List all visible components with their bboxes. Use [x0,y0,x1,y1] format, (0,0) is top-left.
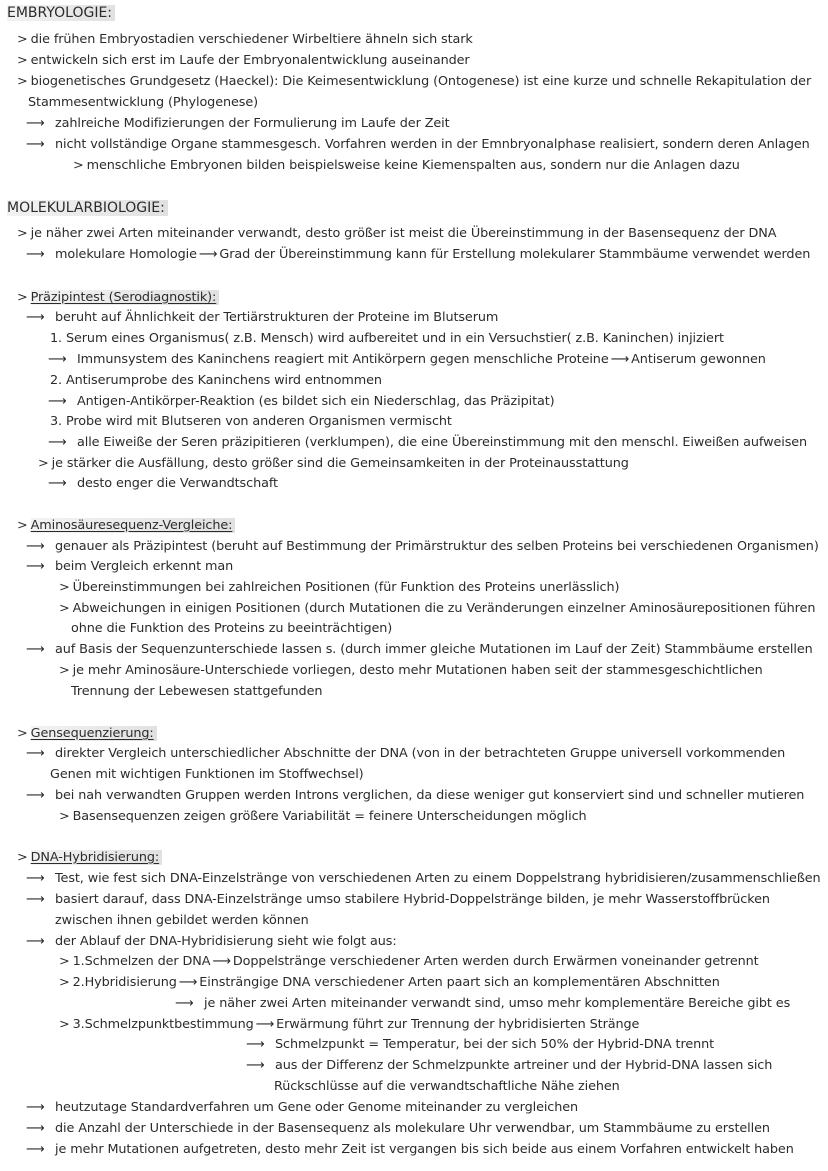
arrow-icon: ⟶ [198,247,218,262]
bullet-line: > Abweichungen in einigen Positionen (durch Mutationen die zu Veränderungen einzelner Aminosäurepositionen führen [59,601,816,616]
arrow-line: ⟶ beruht auf Ähnlichkeit der Tertiärstrukturen der Proteine im Blutserum [26,310,499,325]
arrow-icon: ⟶ [175,996,194,1011]
arrow-line: ⟶ direkter Vergleich unterschiedlicher Abschnitte der DNA (von in der betrachteten Gruppe universell vorkommenden [26,746,786,761]
arrow-icon: ⟶ [48,435,67,450]
bullet-marker: > [59,975,70,990]
arrow-icon: ⟶ [26,1121,45,1136]
arrow-icon: ⟶ [26,247,45,262]
arrow-line: ⟶ Test, wie fest sich DNA-Einzelstränge von verschiedenen Arten zu einem Doppelstrang hybridisieren/zusammenschließen [26,871,821,886]
bullet-line: > Basensequenzen zeigen größere Variabilität = feinere Unterscheidungen möglich [59,809,587,824]
arrow-line: ⟶ je näher zwei Arten miteinander verwandt sind, umso mehr komplementäre Bereiche gibt es [175,996,791,1011]
arrow-icon: ⟶ [26,539,45,554]
arrow-line: ⟶ der Ablauf der DNA-Hybridisierung sieht wie folgt aus: [26,934,397,949]
arrow-icon: ⟶ [26,892,45,907]
arrow-icon: ⟶ [48,476,67,491]
step-line: 2. Antiserumprobe des Kaninchens wird entnommen [50,373,382,388]
bullet-marker: > [17,53,28,68]
arrow-icon: ⟶ [26,137,45,152]
bullet-marker: > [17,726,28,741]
step-line: 1. Serum eines Organismus( z.B. Mensch) wird aufbereitet und in ein Versuchstier( z.B. Kaninchen) injiziert [50,331,724,346]
continuation-line: Stammesentwicklung (Phylogenese) [28,95,258,110]
subsection-title-gensequenzierung: > Gensequenzierung: [17,725,157,742]
bullet-marker: > [17,850,28,865]
arrow-line: ⟶ alle Eiweiße der Seren präzipitieren (verklumpen), die eine Übereinstimmung mit den menschl. Eiweißen aufweisen [48,435,808,450]
arrow-line: ⟶ Schmelzpunkt = Temperatur, bei der sich 50% der Hybrid-DNA trennt [246,1037,715,1052]
arrow-icon: ⟶ [26,746,45,761]
arrow-line: ⟶ nicht vollständige Organe stammesgesch. Vorfahren werden in der Emnbryonalphase realisiert, sondern deren Anlagen [26,137,810,152]
arrow-icon: ⟶ [48,394,67,409]
arrow-line: ⟶ bei nah verwandten Gruppen werden Introns verglichen, da diese weniger gut konserviert sind und schneller mutieren [26,788,805,803]
step-line: 3. Probe wird mit Blutseren von anderen Organismen vermischt [50,414,452,429]
arrow-icon: ⟶ [26,1142,45,1157]
arrow-line: ⟶ je mehr Mutationen aufgetreten, desto mehr Zeit ist vergangen bis sich beide aus einem Vorfahren entwickelt haben [26,1142,794,1157]
bullet-marker: > [59,663,70,678]
arrow-icon: ⟶ [26,116,45,131]
bullet-line: > Übereinstimmungen bei zahlreichen Positionen (für Funktion des Proteins unerlässlich) [59,580,620,595]
arrow-icon: ⟶ [26,934,45,949]
arrow-icon: ⟶ [26,1100,45,1115]
continuation-line: ohne die Funktion des Proteins zu beeinträchtigen) [71,621,393,636]
bullet-line: > je mehr Aminosäure-Unterschiede vorliegen, desto mehr Mutationen haben seit der stammesgeschichtlichen [59,663,763,678]
step-line: > 1.Schmelzen der DNA ⟶ Doppelstränge verschiedener Arten werden durch Erwärmen voneinander getrennt [59,954,759,969]
arrow-icon: ⟶ [246,1037,265,1052]
bullet-line: > menschliche Embryonen bilden beispielsweise keine Kiemenspalten aus, sondern nur die Anlagen dazu [73,158,740,173]
arrow-icon: ⟶ [178,975,198,990]
continuation-line: zwischen ihnen gebildet werden können [55,913,309,928]
continuation-line: Trennung der Lebewesen stattgefunden [71,684,323,699]
arrow-icon: ⟶ [26,642,45,657]
arrow-line: ⟶ die Anzahl der Unterschiede in der Basensequenz als molekulare Uhr verwendbar, um Stammbäume zu erstellen [26,1121,770,1136]
step-line: > 3.Schmelzpunktbestimmung ⟶ Erwärmung führt zur Trennung der hybridisierten Stränge [59,1017,640,1032]
bullet-marker: > [73,158,84,173]
bullet-marker: > [59,580,70,595]
arrow-icon: ⟶ [26,310,45,325]
arrow-icon: ⟶ [255,1017,275,1032]
section-title-molekularbiologie: MOLEKULARBIOLOGIE: [7,200,168,217]
arrow-line: ⟶ aus der Differenz der Schmelzpunkte artreiner und der Hybrid-DNA lassen sich [246,1058,773,1073]
arrow-icon: ⟶ [26,788,45,803]
arrow-line: ⟶ molekulare Homologie ⟶ Grad der Übereinstimmung kann für Erstellung molekularer Stammbäume verwendet werden [26,247,811,262]
bullet-marker: > [17,32,28,47]
bullet-marker: > [59,1017,70,1032]
arrow-line: ⟶ basiert darauf, dass DNA-Einzelstränge umso stabilere Hybrid-Doppelstränge bilden, je mehr Wasserstoffbrücken [26,892,770,907]
subsection-title-praezipintest: > Präzipintest (Serodiagnostik): [17,289,219,306]
arrow-icon: ⟶ [26,871,45,886]
bullet-marker: > [59,809,70,824]
bullet-line: > je stärker die Ausfällung, desto größer sind die Gemeinsamkeiten in der Proteinausstattung [38,456,629,471]
arrow-line: ⟶ Antigen-Antikörper-Reaktion (es bildet sich ein Niederschlag, das Präzipitat) [48,394,555,409]
continuation-line: Rückschlüsse auf die verwandtschaftliche Nähe ziehen [274,1079,620,1094]
subsection-title-dna-hybridisierung: > DNA-Hybridisierung: [17,849,162,866]
bullet-marker: > [17,518,28,533]
continuation-line: Genen mit wichtigen Funktionen im Stoffwechsel) [50,767,364,782]
bullet-marker: > [59,601,70,616]
arrow-line: ⟶ genauer als Präzipintest (beruht auf Bestimmung der Primärstruktur des selben Proteins bei verschiedenen Organismen) [26,539,819,554]
arrow-icon: ⟶ [48,352,67,367]
bullet-marker: > [59,954,70,969]
step-line: > 2.Hybridisierung ⟶ Einsträngige DNA verschiedener Arten paart sich an komplementären Abschnitten [59,975,720,990]
arrow-line: ⟶ Immunsystem des Kaninchens reagiert mit Antikörpern gegen menschliche Proteine ⟶ Antiserum gewonnen [48,352,766,367]
arrow-line: ⟶ desto enger die Verwandtschaft [48,476,278,491]
bullet-line: > je näher zwei Arten miteinander verwandt, desto größer ist meist die Übereinstimmung in der Basensequenz der DNA [17,226,777,241]
arrow-line: ⟶ heutzutage Standardverfahren um Gene oder Genome miteinander zu vergleichen [26,1100,579,1115]
arrow-icon: ⟶ [212,954,231,969]
bullet-line: > biogenetisches Grundgesetz (Haeckel): Die Keimesentwicklung (Ontogenese) ist eine kurze und schnelle Rekapitulation der [17,74,812,89]
bullet-marker: > [38,456,49,471]
section-title-embryologie: EMBRYOLOGIE: [7,5,115,22]
bullet-line: > die frühen Embryostadien verschiedener Wirbeltiere ähneln sich stark [17,32,473,47]
bullet-line: > entwickeln sich erst im Laufe der Embryonalentwicklung auseinander [17,53,470,68]
arrow-line: ⟶ beim Vergleich erkennt man [26,559,234,574]
subsection-title-aminosaeure: > Aminosäuresequenz-Vergleiche: [17,517,235,534]
bullet-marker: > [17,226,28,241]
arrow-icon: ⟶ [610,352,630,367]
arrow-line: ⟶ auf Basis der Sequenzunterschiede lassen s. (durch immer gleiche Mutationen im Lauf der Zeit) Stammbäume erstellen [26,642,813,657]
arrow-line: ⟶ zahlreiche Modifizierungen der Formulierung im Laufe der Zeit [26,116,450,131]
arrow-icon: ⟶ [26,559,45,574]
arrow-icon: ⟶ [246,1058,265,1073]
bullet-marker: > [17,290,28,305]
bullet-marker: > [17,74,28,89]
